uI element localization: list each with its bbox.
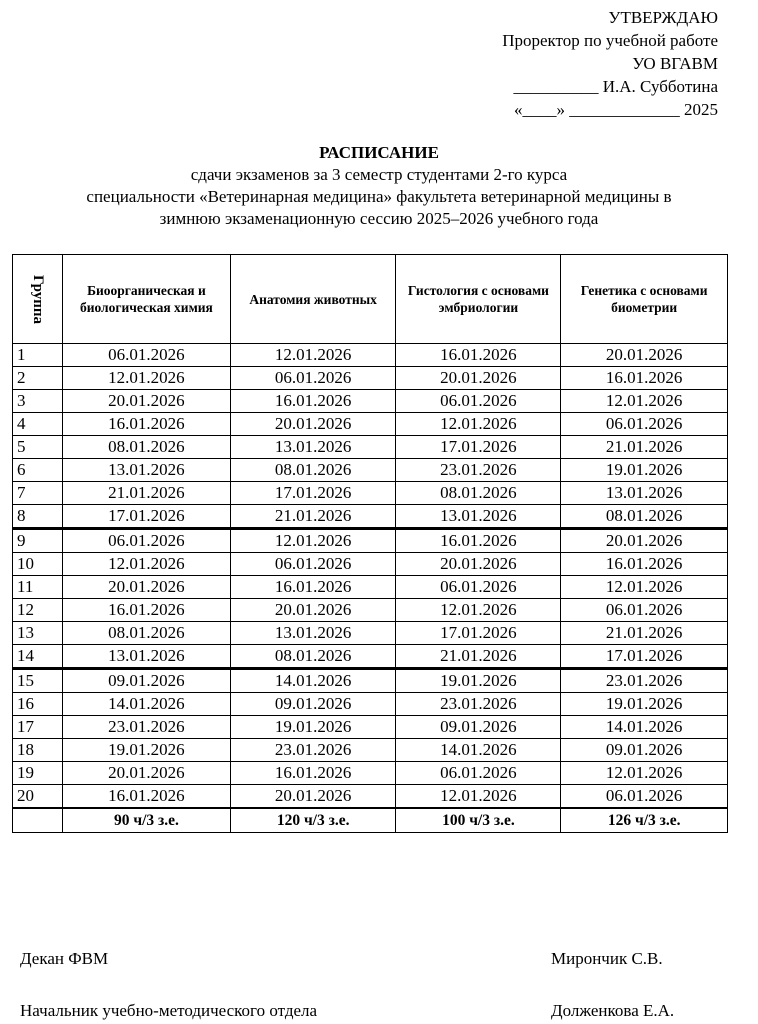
exam-date-cell: 16.01.2026	[230, 762, 396, 785]
exam-date-cell: 12.01.2026	[561, 390, 728, 413]
approval-heading: УТВЕРЖДАЮ	[608, 8, 718, 27]
exam-date-cell: 12.01.2026	[230, 529, 396, 553]
exam-date-cell: 23.01.2026	[396, 693, 561, 716]
exam-date-cell: 06.01.2026	[561, 599, 728, 622]
column-header: Анатомия животных	[230, 255, 396, 344]
document-title: РАСПИСАНИЕ	[319, 143, 439, 162]
exam-date-cell: 06.01.2026	[396, 762, 561, 785]
exam-date-cell: 16.01.2026	[63, 785, 231, 809]
approval-block	[502, 6, 718, 121]
group-number-cell: 20	[13, 785, 63, 809]
group-number-cell: 17	[13, 716, 63, 739]
signatory-name: Мирончик С.В.	[551, 949, 663, 968]
exam-date-cell: 16.01.2026	[63, 599, 231, 622]
exam-date-cell: 20.01.2026	[396, 367, 561, 390]
group-number-cell: 18	[13, 739, 63, 762]
exam-date-cell: 12.01.2026	[63, 367, 231, 390]
exam-date-cell: 14.01.2026	[396, 739, 561, 762]
signature-line-dean	[20, 948, 700, 970]
exam-date-cell: 14.01.2026	[63, 693, 231, 716]
signature-line-methodical-head	[20, 1000, 700, 1022]
exam-date-cell: 09.01.2026	[63, 669, 231, 693]
exam-date-cell: 16.01.2026	[396, 529, 561, 553]
group-number-cell: 16	[13, 693, 63, 716]
group-number-cell: 4	[13, 413, 63, 436]
table-row	[13, 553, 728, 576]
table-row	[13, 436, 728, 459]
total-hours-cell	[13, 808, 63, 833]
table-row	[13, 599, 728, 622]
table-row	[13, 505, 728, 529]
exam-date-cell: 08.01.2026	[230, 645, 396, 669]
total-hours-cell: 90 ч/3 з.е.	[63, 808, 231, 833]
exam-date-cell: 19.01.2026	[561, 693, 728, 716]
exam-date-cell: 14.01.2026	[561, 716, 728, 739]
table-row	[13, 669, 728, 693]
exam-date-cell: 20.01.2026	[230, 599, 396, 622]
column-header-group: Группа	[13, 255, 63, 344]
exam-date-cell: 12.01.2026	[561, 762, 728, 785]
exam-date-cell: 13.01.2026	[63, 645, 231, 669]
column-header: Генетика с основами биометрии	[561, 255, 728, 344]
exam-date-cell: 08.01.2026	[396, 482, 561, 505]
exam-date-cell: 09.01.2026	[396, 716, 561, 739]
exam-date-cell: 20.01.2026	[230, 785, 396, 809]
exam-date-cell: 23.01.2026	[230, 739, 396, 762]
exam-date-cell: 23.01.2026	[63, 716, 231, 739]
table-row	[13, 367, 728, 390]
exam-date-cell: 21.01.2026	[63, 482, 231, 505]
exam-date-cell: 16.01.2026	[396, 344, 561, 367]
group-number-cell: 6	[13, 459, 63, 482]
exam-date-cell: 06.01.2026	[230, 553, 396, 576]
total-hours-cell: 120 ч/3 з.е.	[230, 808, 396, 833]
exam-date-cell: 20.01.2026	[63, 390, 231, 413]
exam-date-cell: 20.01.2026	[396, 553, 561, 576]
group-number-cell: 9	[13, 529, 63, 553]
exam-date-cell: 13.01.2026	[230, 622, 396, 645]
table-row	[13, 413, 728, 436]
totals-row	[13, 808, 728, 833]
exam-date-cell: 12.01.2026	[396, 785, 561, 809]
document-title-block	[0, 142, 758, 230]
exam-date-cell: 20.01.2026	[63, 576, 231, 599]
column-header: Гистология с основами эмбриологии	[396, 255, 561, 344]
group-number-cell: 13	[13, 622, 63, 645]
exam-date-cell: 06.01.2026	[396, 576, 561, 599]
exam-date-cell: 12.01.2026	[230, 344, 396, 367]
approval-date-line: «____» _____________ 2025	[514, 100, 718, 119]
table-row	[13, 576, 728, 599]
exam-date-cell: 19.01.2026	[561, 459, 728, 482]
exam-date-cell: 16.01.2026	[230, 390, 396, 413]
group-number-cell: 19	[13, 762, 63, 785]
group-number-cell: 8	[13, 505, 63, 529]
exam-date-cell: 21.01.2026	[230, 505, 396, 529]
exam-date-cell: 06.01.2026	[63, 344, 231, 367]
table-body	[13, 344, 728, 833]
exam-date-cell: 20.01.2026	[63, 762, 231, 785]
exam-date-cell: 16.01.2026	[63, 413, 231, 436]
exam-date-cell: 20.01.2026	[561, 529, 728, 553]
exam-date-cell: 23.01.2026	[561, 669, 728, 693]
approver-position: Проректор по учебной работе	[502, 31, 718, 50]
exam-date-cell: 08.01.2026	[63, 622, 231, 645]
exam-date-cell: 17.01.2026	[396, 436, 561, 459]
group-number-cell: 11	[13, 576, 63, 599]
exam-date-cell: 06.01.2026	[396, 390, 561, 413]
exam-date-cell: 08.01.2026	[561, 505, 728, 529]
exam-date-cell: 06.01.2026	[561, 413, 728, 436]
signatory-name: Долженкова Е.А.	[551, 1001, 675, 1020]
exam-schedule-table	[12, 254, 728, 833]
exam-date-cell: 20.01.2026	[230, 413, 396, 436]
exam-date-cell: 08.01.2026	[230, 459, 396, 482]
approver-signature-line: __________ И.А. Субботина	[513, 77, 718, 96]
exam-date-cell: 06.01.2026	[230, 367, 396, 390]
exam-date-cell: 08.01.2026	[63, 436, 231, 459]
exam-date-cell: 06.01.2026	[561, 785, 728, 809]
exam-date-cell: 14.01.2026	[230, 669, 396, 693]
exam-date-cell: 13.01.2026	[396, 505, 561, 529]
table-row	[13, 459, 728, 482]
signatory-position: Начальник учебно-методического отдела	[20, 1001, 318, 1020]
document-subtitle-3: зимнюю экзаменационную сессию 2025–2026 учебного года	[159, 209, 599, 228]
column-header: Биоорганическая и биологическая химия	[63, 255, 231, 344]
exam-date-cell: 16.01.2026	[561, 553, 728, 576]
table-row	[13, 739, 728, 762]
exam-date-cell: 21.01.2026	[561, 622, 728, 645]
exam-date-cell: 16.01.2026	[561, 367, 728, 390]
exam-date-cell: 23.01.2026	[396, 459, 561, 482]
exam-date-cell: 13.01.2026	[230, 436, 396, 459]
exam-date-cell: 13.01.2026	[561, 482, 728, 505]
exam-date-cell: 12.01.2026	[396, 413, 561, 436]
exam-date-cell: 13.01.2026	[63, 459, 231, 482]
table-row	[13, 622, 728, 645]
exam-date-cell: 19.01.2026	[396, 669, 561, 693]
group-number-cell: 14	[13, 645, 63, 669]
exam-date-cell: 20.01.2026	[561, 344, 728, 367]
exam-date-cell: 17.01.2026	[561, 645, 728, 669]
exam-date-cell: 09.01.2026	[230, 693, 396, 716]
group-number-cell: 3	[13, 390, 63, 413]
document-subtitle-1: сдачи экзаменов за 3 семестр студентами 2-го курса	[190, 165, 568, 184]
exam-date-cell: 17.01.2026	[396, 622, 561, 645]
exam-date-cell: 06.01.2026	[63, 529, 231, 553]
exam-date-cell: 17.01.2026	[63, 505, 231, 529]
table-header-row	[13, 255, 728, 344]
document-subtitle-2: специальности «Ветеринарная медицина» факультета ветеринарной медицины в	[86, 187, 672, 206]
exam-date-cell: 17.01.2026	[230, 482, 396, 505]
exam-date-cell: 12.01.2026	[63, 553, 231, 576]
group-number-cell: 1	[13, 344, 63, 367]
table-row	[13, 529, 728, 553]
exam-date-cell: 19.01.2026	[230, 716, 396, 739]
table-row	[13, 716, 728, 739]
exam-date-cell: 21.01.2026	[396, 645, 561, 669]
exam-date-cell: 19.01.2026	[63, 739, 231, 762]
institution-name: УО ВГАВМ	[632, 54, 718, 73]
exam-date-cell: 21.01.2026	[561, 436, 728, 459]
exam-date-cell: 12.01.2026	[396, 599, 561, 622]
group-number-cell: 5	[13, 436, 63, 459]
table-row	[13, 390, 728, 413]
group-number-cell: 12	[13, 599, 63, 622]
table-row	[13, 344, 728, 367]
exam-date-cell: 09.01.2026	[561, 739, 728, 762]
exam-date-cell: 12.01.2026	[561, 576, 728, 599]
table-row	[13, 785, 728, 809]
table-row	[13, 482, 728, 505]
table-row	[13, 762, 728, 785]
group-number-cell: 2	[13, 367, 63, 390]
total-hours-cell: 126 ч/3 з.е.	[561, 808, 728, 833]
group-number-cell: 10	[13, 553, 63, 576]
exam-date-cell: 16.01.2026	[230, 576, 396, 599]
signatory-position: Декан ФВМ	[20, 949, 109, 968]
table-row	[13, 693, 728, 716]
group-number-cell: 15	[13, 669, 63, 693]
group-number-cell: 7	[13, 482, 63, 505]
table-row	[13, 645, 728, 669]
total-hours-cell: 100 ч/3 з.е.	[396, 808, 561, 833]
